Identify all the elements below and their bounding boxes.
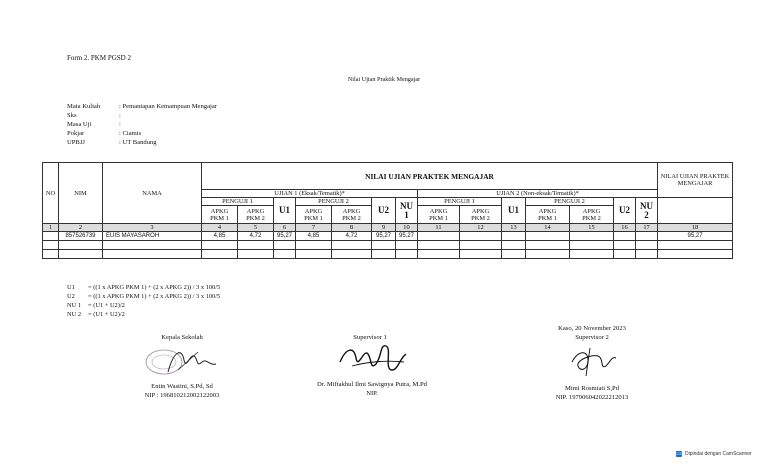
pkm-label: PKM 2: [471, 214, 490, 222]
supervisor-2-signature-stroke: [572, 353, 616, 370]
cell-value: 95,27: [372, 232, 396, 241]
pkm-label: PKM 1: [210, 214, 229, 222]
supervisor-2-role: Supervisor 2: [575, 334, 609, 341]
index-cell: 1: [43, 224, 59, 232]
formula-value: = (U1 + U2)/2: [88, 302, 125, 309]
index-cell: 12: [460, 224, 502, 232]
apkg-label: APKG: [342, 207, 361, 215]
principal-stamp-signature: [138, 344, 224, 378]
cell-nim: 857526739: [59, 232, 103, 241]
formula-row: [67, 284, 220, 292]
index-cell: 7: [296, 224, 332, 232]
index-cell: 13: [502, 224, 526, 232]
cell-value: 4,85: [202, 232, 238, 241]
index-cell: 17: [636, 224, 658, 232]
penguji-2-header: PENGUJI 2: [526, 198, 614, 206]
formula-key: U1: [67, 284, 75, 291]
nu2-header: NU 2: [636, 198, 658, 224]
cell-value: [526, 232, 570, 241]
u2-header: U2: [614, 198, 636, 224]
penguji-1-header: PENGUJI 1: [418, 198, 502, 206]
nu1-header: NU 1: [396, 198, 418, 224]
cell-value: [460, 232, 502, 241]
cell-value: [614, 232, 636, 241]
cell-nama: EUIS MAYASAROH: [103, 232, 202, 241]
form-label: Form 2. PKM PGSD 2: [67, 54, 131, 62]
formula-value: = ((1 x APKG PKM 1) + (2 x APKG 2)) / 3 x 100/5: [88, 284, 221, 291]
supervisor-1-nip: NIP.: [366, 390, 378, 397]
index-cell: 3: [103, 224, 202, 232]
supervisor-1-signature-stroke: [340, 346, 406, 370]
supervisor-1-signature: [336, 340, 412, 376]
cell-value: [636, 232, 658, 241]
cell-value: 4,72: [238, 232, 274, 241]
meta-value: : UT Bandung: [119, 139, 157, 146]
col-header-nama: NAMA: [103, 163, 202, 224]
principal-nip: NIP : 196810212002122003: [144, 392, 220, 399]
index-cell: 18: [658, 224, 733, 232]
formula-key: NU 2: [67, 311, 82, 318]
pkm-label: PKM 2: [246, 214, 265, 222]
school-stamp-inner: [152, 355, 176, 369]
cell-value: [502, 232, 526, 241]
camscanner-icon: CS: [676, 451, 682, 456]
pkm-label: PKM 1: [429, 214, 448, 222]
apkg-label: APKG: [538, 207, 557, 215]
apkg-label: APKG: [210, 207, 229, 215]
apkg-pkm1-header: [418, 206, 460, 224]
pkm-label: PKM 1: [304, 214, 323, 222]
cell-value: 95,27: [274, 232, 296, 241]
supervisor-2-signature: [566, 344, 622, 378]
u1-header: U1: [274, 198, 296, 224]
principal-signature: [168, 353, 216, 372]
principal-role: Kepala Sekolah: [161, 334, 203, 341]
meta-row: [67, 103, 217, 111]
apkg-label: APKG: [246, 207, 265, 215]
apkg-label: APKG: [429, 207, 448, 215]
apkg-pkm2-header: [460, 206, 502, 224]
pkm-label: PKM 2: [582, 214, 601, 222]
meta-row: [67, 112, 121, 120]
meta-key: Masa Uji: [67, 121, 92, 128]
cell-value: [570, 232, 614, 241]
cell-no: [43, 232, 59, 241]
meta-key: Pokjar: [67, 130, 85, 137]
scanner-badge-text: Dipindai dengan CamScanner: [685, 451, 752, 457]
apkg-pkm2-header: [570, 206, 614, 224]
meta-row: [67, 130, 141, 138]
apkg-pkm1-header: [296, 206, 332, 224]
ujian-1-header: UJIAN 1 (Eksak/Tematik)*: [202, 190, 418, 198]
apkg-label: APKG: [582, 207, 601, 215]
meta-key: UPBJJ: [67, 139, 85, 146]
index-cell: 4: [202, 224, 238, 232]
supervisor-2-nip: NIP. 197906042022212013: [555, 394, 629, 401]
table-row-empty: [43, 241, 733, 250]
meta-value: : Pemantapan Kemampuan Mengajar: [119, 103, 217, 110]
meta-row: [67, 121, 121, 129]
formula-row: [67, 311, 125, 319]
supervisor-1-name: Dr. Miftakhul Ilmi Sawignya Putra, M.Pd: [317, 381, 427, 388]
meta-value: :: [119, 121, 121, 128]
apkg-label: APKG: [471, 207, 490, 215]
formula-value: = ((1 x APKG PKM 1) + (2 x APKG 2)) / 3 x 100/5: [88, 293, 221, 300]
page-title: Nilai Ujian Praktik Mengajar: [347, 76, 421, 83]
score-table: [42, 162, 733, 259]
index-cell: 16: [614, 224, 636, 232]
supervisor-2-name: Mimi Rosmiati S,Pd: [564, 385, 620, 392]
meta-value: :: [119, 112, 121, 119]
apkg-pkm2-header: [332, 206, 372, 224]
index-cell: 8: [332, 224, 372, 232]
formula-value: = (U1 + U2)/2: [88, 311, 125, 318]
col-header-no: NO: [43, 163, 59, 224]
meta-key: Sks: [67, 112, 77, 119]
final-score-header-blank: [658, 198, 733, 224]
pkm-label: PKM 1: [538, 214, 557, 222]
cell-value: [418, 232, 460, 241]
apkg-pkm2-header: [238, 206, 274, 224]
supervisor-1-role: Supervisor 1: [353, 334, 387, 341]
index-cell: 2: [59, 224, 103, 232]
pkm-label: PKM 2: [342, 214, 361, 222]
cell-value: 4,85: [296, 232, 332, 241]
scanner-badge: [676, 451, 752, 457]
meta-row: [67, 139, 157, 147]
apkg-pkm1-header: [526, 206, 570, 224]
u2-header: U2: [372, 198, 396, 224]
col-header-nim: NIM: [59, 163, 103, 224]
cell-value: 95,27: [396, 232, 418, 241]
index-cell: 10: [396, 224, 418, 232]
apkg-label: APKG: [304, 207, 323, 215]
formula-key: U2: [67, 293, 75, 300]
meta-key: Mata Kuliah: [67, 103, 101, 110]
penguji-2-header: PENGUJI 2: [296, 198, 372, 206]
penguji-1-header: PENGUJI 1: [202, 198, 274, 206]
index-cell: 15: [570, 224, 614, 232]
principal-name: Entin Wastini, S.Pd, Sd: [151, 383, 213, 390]
formula-row: [67, 302, 125, 310]
index-cell: 9: [372, 224, 396, 232]
supervisor-2-signature-line: [586, 348, 590, 376]
index-cell: 6: [274, 224, 296, 232]
u1-header: U1: [502, 198, 526, 224]
index-cell: 14: [526, 224, 570, 232]
principal-signature-stroke: [178, 352, 198, 370]
cell-value: 4,72: [332, 232, 372, 241]
index-cell: 5: [238, 224, 274, 232]
cell-final: 95,27: [658, 232, 733, 241]
ujian-2-header: UJIAN 2 (Non-eksak/Tematik)*: [418, 190, 658, 198]
column-index-row: [43, 224, 733, 232]
meta-value: : Ciamis: [119, 130, 142, 137]
main-header: NILAI UJIAN PRAKTEK MENGAJAR: [202, 163, 658, 190]
final-score-header: NILAI UJIAN PRAKTEK MENGAJAR: [658, 163, 733, 198]
table-row-empty: [43, 250, 733, 259]
formula-key: NU 1: [67, 302, 82, 309]
apkg-pkm1-header: [202, 206, 238, 224]
place-date: Kaso, 20 November 2023: [558, 325, 626, 332]
index-cell: 11: [418, 224, 460, 232]
table-row: [43, 232, 733, 241]
formula-row: [67, 293, 220, 301]
